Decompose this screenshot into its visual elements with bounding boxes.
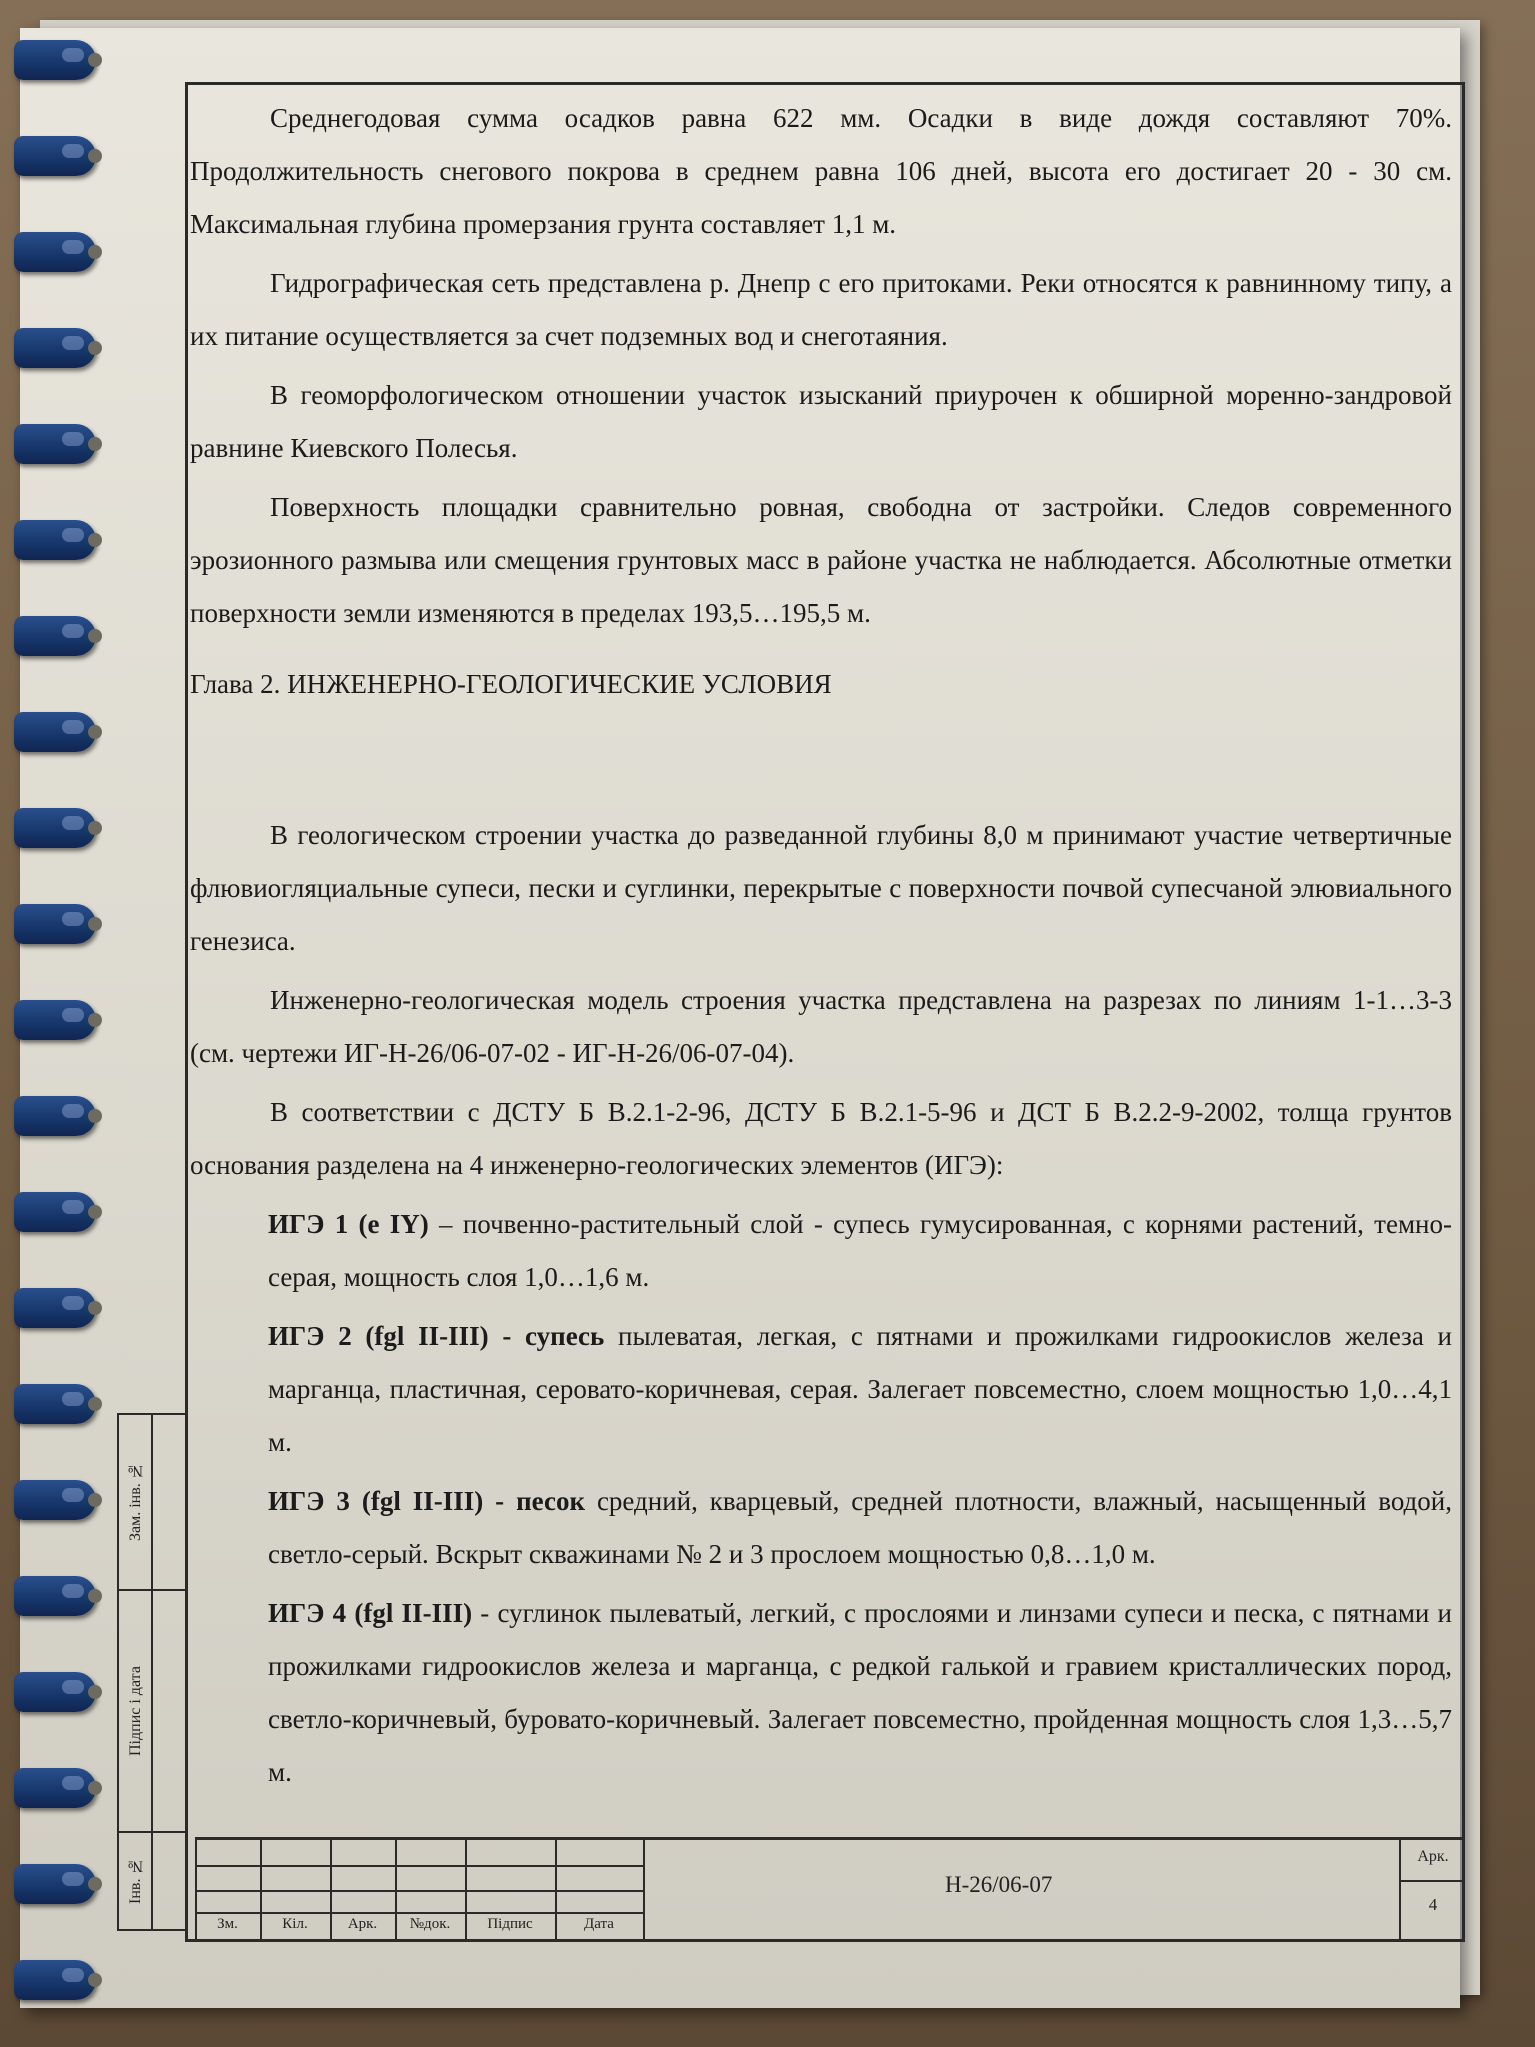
column-ndok: №док.: [409, 1916, 451, 1932]
paragraph-model: Инженерно-геологическая модель строения участка представлена на разрезах по линиям 1-1…3-3 (см. чертежи ИГ-Н-26/06-07-02 - ИГ-Н-26/06-07-04).: [190, 985, 1452, 1068]
revision-grid: [195, 1840, 645, 1942]
column-pidpys: Підпис: [487, 1916, 533, 1932]
paragraph-hydrography: Гидрографическая сеть представлена р. Днепр с его притоками. Реки относятся к равнинному типу, а их питание осуществляется за счет подземных вод и снеготаяния.: [190, 268, 1452, 351]
binding-hole: [88, 1109, 102, 1123]
sheet-number: 4: [1428, 1895, 1438, 1914]
side-cell-signature: [119, 1591, 187, 1833]
column-kil: Кіл.: [282, 1916, 308, 1932]
binding-hole: [88, 1493, 102, 1507]
ige-4: [190, 1587, 1452, 1799]
spiral-binding: [0, 40, 110, 2030]
binding-hole: [88, 917, 102, 931]
binding-ring: [14, 1000, 96, 1040]
ige-1-title: ИГЭ 1 (e IY): [268, 1209, 429, 1239]
ige-1: [190, 1198, 1452, 1304]
binding-ring: [14, 424, 96, 464]
ige-3: [190, 1475, 1452, 1581]
ige-2: [190, 1310, 1452, 1469]
binding-hole: [88, 1781, 102, 1795]
paragraph-precipitation: Среднегодовая сумма осадков равна 622 мм. Осадки в виде дождя составляют 70%. Продолжительность снегового покрова в среднем равна 106 дней, высота его достигает 20 - 30 см. Максимальная глубина промерзания грунта составляет 1,1 м.: [190, 103, 1452, 239]
side-label-signature-date: Підпис і дата: [127, 1666, 144, 1756]
binding-ring: [14, 616, 96, 656]
binding-hole: [88, 341, 102, 355]
binding-ring: [14, 520, 96, 560]
binding-ring: [14, 1768, 96, 1808]
ige-1-text: – почвенно-растительный слой - супесь гумусированная, с корнями растений, темно-серая, мощность слоя 1,0…1,6 м.: [268, 1209, 1452, 1292]
ige-2-text: пылеватая, легкая, с пятнами и прожилками гидроокислов железа и марганца, пластичная, серовато-коричневая, серая. Залегает повсеместно, слоем мощностью 1,0…4,1 м.: [268, 1321, 1452, 1457]
binding-ring: [14, 1192, 96, 1232]
binding-hole: [88, 1397, 102, 1411]
sheet-label: Арк.: [1417, 1848, 1449, 1865]
page-text: [190, 92, 1452, 1799]
binding-hole: [88, 1013, 102, 1027]
ige-4-title: ИГЭ 4 (fgl II-III): [268, 1598, 473, 1628]
ige-3-title: ИГЭ 3 (fgl II-III) - песок: [268, 1486, 586, 1516]
document-code: Н-26/06-07: [945, 1872, 1053, 1897]
binding-ring: [14, 1864, 96, 1904]
column-zm: Зм.: [217, 1916, 238, 1932]
binding-hole: [88, 533, 102, 547]
binding-ring: [14, 328, 96, 368]
binding-hole: [88, 629, 102, 643]
binding-ring: [14, 1096, 96, 1136]
binding-hole: [88, 437, 102, 451]
ige-2-title: ИГЭ 2 (fgl II-III) - супесь: [268, 1321, 605, 1351]
chapter-heading: Глава 2. ИНЖЕНЕРНО-ГЕОЛОГИЧЕСКИЕ УСЛОВИЯ: [190, 669, 832, 699]
binding-hole: [88, 725, 102, 739]
binding-ring: [14, 136, 96, 176]
binding-ring: [14, 904, 96, 944]
binding-hole: [88, 245, 102, 259]
paragraph-surface: Поверхность площадки сравнительно ровная, свободна от застройки. Следов современного эрозионного размыва или смещения грунтовых масс в районе участка не наблюдается. Абсолютные отметки поверхности земли изменяются в пределах 193,5…195,5 м.: [190, 492, 1452, 628]
side-label-inv-no: Інв. №: [127, 1857, 144, 1905]
column-data: Дата: [584, 1916, 614, 1932]
side-label-zam-inv: Зам. інв. №: [127, 1462, 144, 1542]
side-stamp: [117, 1413, 187, 1931]
binding-ring: [14, 1288, 96, 1328]
sheet-cell: [1399, 1840, 1465, 1942]
side-cell-zam-inv: [119, 1415, 187, 1591]
binding-hole: [88, 1301, 102, 1315]
binding-hole: [88, 1205, 102, 1219]
column-ark: Арк.: [347, 1916, 378, 1932]
binding-ring: [14, 1672, 96, 1712]
paragraph-geomorphology: В геоморфологическом отношении участок изысканий приурочен к обширной моренно-зандровой равнине Киевского Полесья.: [190, 380, 1452, 463]
binding-ring: [14, 808, 96, 848]
binding-ring: [14, 712, 96, 752]
paragraph-standards: В соответствии с ДСТУ Б В.2.1-2-96, ДСТУ Б В.2.1-5-96 и ДСТ Б В.2.2-9-2002, толща грунтов основания разделена на 4 инженерно-геологических элементов (ИГЭ):: [190, 1097, 1452, 1180]
binding-ring: [14, 1480, 96, 1520]
binding-hole: [88, 1685, 102, 1699]
binding-ring: [14, 232, 96, 272]
ige-3-text: средний, кварцевый, средней плотности, влажный, насыщенный водой, светло-серый. Вскрыт скважинами № 2 и 3 прослоем мощностью 0,8…1,0 м.: [268, 1486, 1452, 1569]
binding-hole: [88, 1973, 102, 1987]
side-cell-inv: [119, 1833, 187, 1929]
binding-ring: [14, 1384, 96, 1424]
binding-ring: [14, 1960, 96, 2000]
binding-hole: [88, 53, 102, 67]
title-block: [195, 1837, 1465, 1942]
binding-hole: [88, 149, 102, 163]
binding-ring: [14, 1576, 96, 1616]
binding-ring: [14, 40, 96, 80]
paragraph-geology: В геологическом строении участка до разведанной глубины 8,0 м принимают участие четвертичные флювиогляциальные супеси, пески и суглинки, перекрытые с поверхности почвой супесчаной элювиального генезиса.: [190, 820, 1452, 956]
binding-hole: [88, 821, 102, 835]
binding-hole: [88, 1877, 102, 1891]
ige-4-text: - суглинок пылеватый, легкий, с прослоями и линзами супеси и песка, с пятнами и прожилками гидроокислов железа и марганца, с редкой галькой и гравием кристаллических пород, светло-коричневый, буровато-коричневый. Залегает повсеместно, пройденная мощность слоя 1,3…5,7 м.: [268, 1598, 1452, 1787]
binding-hole: [88, 1589, 102, 1603]
